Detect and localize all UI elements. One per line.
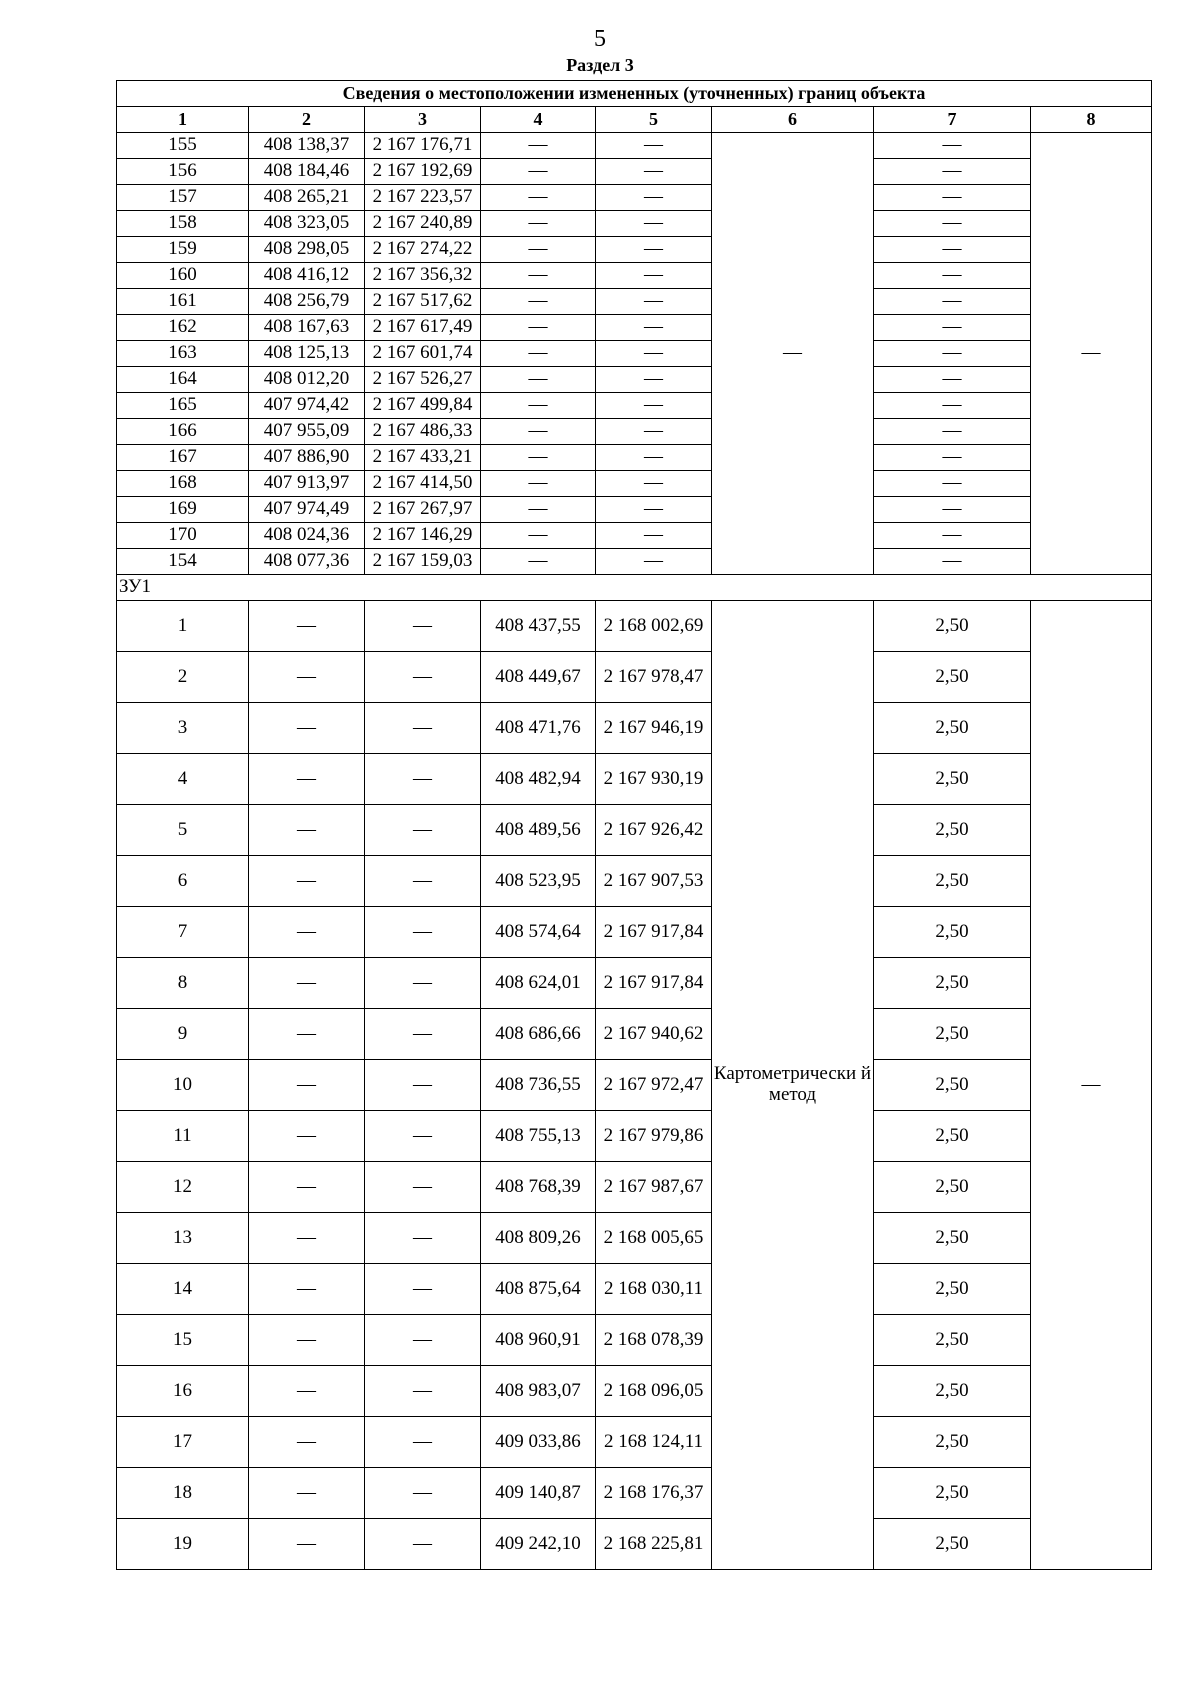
point-number-cell: 155 — [117, 133, 249, 159]
column-number: 3 — [365, 107, 481, 133]
table-title: Сведения о местоположении измененных (уточненных) границ объекта — [117, 81, 1152, 107]
cell-col-5: — — [596, 497, 712, 523]
table-row — [117, 549, 1152, 575]
cell-col-5: 2 168 096,05 — [596, 1366, 712, 1417]
table-row — [117, 211, 1152, 237]
boundary-table — [116, 80, 1152, 1570]
cell-col-7: 2,50 — [874, 1519, 1031, 1570]
cell-col-7: 2,50 — [874, 1366, 1031, 1417]
cell-col-3: 2 167 601,74 — [365, 341, 481, 367]
cell-col-3: — — [365, 754, 481, 805]
cell-col-3: — — [365, 1111, 481, 1162]
point-number-cell: 19 — [117, 1519, 249, 1570]
cell-col-3: 2 167 192,69 — [365, 159, 481, 185]
point-number-cell: 18 — [117, 1468, 249, 1519]
cell-col-4: — — [481, 159, 596, 185]
cell-col-2: 408 077,36 — [249, 549, 365, 575]
cell-col-7: — — [874, 523, 1031, 549]
table-row — [117, 315, 1152, 341]
cell-col-5: 2 168 002,69 — [596, 601, 712, 652]
cell-col-2: 408 416,12 — [249, 263, 365, 289]
table-row — [117, 341, 1152, 367]
point-number-cell: 3 — [117, 703, 249, 754]
cell-col-2: — — [249, 1468, 365, 1519]
cell-col-5: 2 167 946,19 — [596, 703, 712, 754]
point-number-cell: 5 — [117, 805, 249, 856]
cell-col-2: — — [249, 1213, 365, 1264]
point-number-cell: 160 — [117, 263, 249, 289]
cell-col-4: — — [481, 315, 596, 341]
table-row — [117, 1366, 1152, 1417]
cell-col-4: — — [481, 133, 596, 159]
table-row — [117, 497, 1152, 523]
point-number-cell: 6 — [117, 856, 249, 907]
cell-col-2: — — [249, 1060, 365, 1111]
cell-col-4: — — [481, 263, 596, 289]
page-number: 5 — [594, 26, 606, 52]
cell-col-3: 2 167 146,29 — [365, 523, 481, 549]
cell-col-5: 2 168 176,37 — [596, 1468, 712, 1519]
table-body — [117, 81, 1152, 1570]
cell-col-5: 2 168 225,81 — [596, 1519, 712, 1570]
table-row — [117, 1519, 1152, 1570]
cell-col-7: — — [874, 263, 1031, 289]
cell-col-3: 2 167 240,89 — [365, 211, 481, 237]
cell-col-3: — — [365, 601, 481, 652]
cell-col-2: 408 167,63 — [249, 315, 365, 341]
column-number: 8 — [1031, 107, 1152, 133]
cell-col-4: 409 140,87 — [481, 1468, 596, 1519]
cell-col-5: — — [596, 549, 712, 575]
point-number-cell: 165 — [117, 393, 249, 419]
table-row — [117, 393, 1152, 419]
cell-col-3: — — [365, 1009, 481, 1060]
cell-col-4: 408 768,39 — [481, 1162, 596, 1213]
cell-col-3: 2 167 267,97 — [365, 497, 481, 523]
table-row — [117, 958, 1152, 1009]
cell-col-4: — — [481, 367, 596, 393]
cell-col-3: 2 167 176,71 — [365, 133, 481, 159]
description-cell: — — [1031, 601, 1152, 1570]
group-label-row — [117, 575, 1152, 601]
cell-col-7: 2,50 — [874, 805, 1031, 856]
table-row — [117, 1417, 1152, 1468]
point-number-cell: 1 — [117, 601, 249, 652]
table-row — [117, 907, 1152, 958]
column-number: 2 — [249, 107, 365, 133]
cell-col-5: — — [596, 289, 712, 315]
cell-col-4: — — [481, 445, 596, 471]
cell-col-2: — — [249, 856, 365, 907]
cell-col-3: 2 167 433,21 — [365, 445, 481, 471]
cell-col-3: — — [365, 907, 481, 958]
cell-col-7: — — [874, 211, 1031, 237]
cell-col-2: — — [249, 1162, 365, 1213]
cell-col-3: — — [365, 856, 481, 907]
cell-col-2: 408 138,37 — [249, 133, 365, 159]
point-number-cell: 17 — [117, 1417, 249, 1468]
cell-col-4: — — [481, 393, 596, 419]
point-number-cell: 16 — [117, 1366, 249, 1417]
cell-col-7: — — [874, 367, 1031, 393]
cell-col-4: 408 809,26 — [481, 1213, 596, 1264]
cell-col-3: — — [365, 1060, 481, 1111]
table-row — [117, 1009, 1152, 1060]
cell-col-7: 2,50 — [874, 601, 1031, 652]
cell-col-4: 408 482,94 — [481, 754, 596, 805]
table-row — [117, 445, 1152, 471]
cell-col-2: 408 298,05 — [249, 237, 365, 263]
cell-col-2: 408 323,05 — [249, 211, 365, 237]
cell-col-2: 408 256,79 — [249, 289, 365, 315]
cell-col-5: — — [596, 185, 712, 211]
cell-col-4: 408 755,13 — [481, 1111, 596, 1162]
group-label: ЗУ1 — [117, 575, 1152, 601]
cell-col-4: — — [481, 237, 596, 263]
point-number-cell: 161 — [117, 289, 249, 315]
cell-col-7: 2,50 — [874, 652, 1031, 703]
cell-col-7: — — [874, 159, 1031, 185]
point-number-cell: 163 — [117, 341, 249, 367]
cell-col-4: — — [481, 341, 596, 367]
cell-col-4: 408 686,66 — [481, 1009, 596, 1060]
cell-col-5: 2 168 005,65 — [596, 1213, 712, 1264]
cell-col-3: 2 167 159,03 — [365, 549, 481, 575]
point-number-cell: 156 — [117, 159, 249, 185]
cell-col-5: 2 168 030,11 — [596, 1264, 712, 1315]
cell-col-7: — — [874, 289, 1031, 315]
cell-col-5: 2 167 940,62 — [596, 1009, 712, 1060]
cell-col-7: — — [874, 471, 1031, 497]
cell-col-5: 2 168 124,11 — [596, 1417, 712, 1468]
cell-col-4: 408 489,56 — [481, 805, 596, 856]
cell-col-4: — — [481, 211, 596, 237]
cell-col-3: 2 167 356,32 — [365, 263, 481, 289]
cell-col-2: — — [249, 805, 365, 856]
cell-col-3: 2 167 414,50 — [365, 471, 481, 497]
cell-col-5: — — [596, 237, 712, 263]
cell-col-2: 407 974,42 — [249, 393, 365, 419]
cell-col-2: 408 265,21 — [249, 185, 365, 211]
table-row — [117, 159, 1152, 185]
cell-col-5: 2 167 907,53 — [596, 856, 712, 907]
cell-col-4: 408 983,07 — [481, 1366, 596, 1417]
cell-col-2: 408 184,46 — [249, 159, 365, 185]
cell-col-7: 2,50 — [874, 1315, 1031, 1366]
table-row — [117, 367, 1152, 393]
cell-col-4: 408 471,76 — [481, 703, 596, 754]
method-cell: Картометрически й метод — [712, 601, 874, 1570]
cell-col-5: 2 167 930,19 — [596, 754, 712, 805]
cell-col-2: 407 886,90 — [249, 445, 365, 471]
cell-col-7: — — [874, 393, 1031, 419]
point-number-cell: 157 — [117, 185, 249, 211]
point-number-cell: 4 — [117, 754, 249, 805]
cell-col-3: 2 167 526,27 — [365, 367, 481, 393]
cell-col-2: — — [249, 907, 365, 958]
cell-col-7: 2,50 — [874, 754, 1031, 805]
column-number: 6 — [712, 107, 874, 133]
point-number-cell: 158 — [117, 211, 249, 237]
column-numbers-row — [117, 107, 1152, 133]
cell-col-4: — — [481, 523, 596, 549]
cell-col-7: — — [874, 315, 1031, 341]
cell-col-4: 408 624,01 — [481, 958, 596, 1009]
section-title: Раздел 3 — [566, 55, 634, 75]
cell-col-2: 407 974,49 — [249, 497, 365, 523]
cell-col-7: 2,50 — [874, 907, 1031, 958]
column-number: 1 — [117, 107, 249, 133]
cell-col-5: — — [596, 315, 712, 341]
cell-col-3: 2 167 617,49 — [365, 315, 481, 341]
column-number: 4 — [481, 107, 596, 133]
table-row — [117, 1468, 1152, 1519]
cell-col-4: — — [481, 497, 596, 523]
cell-col-3: — — [365, 805, 481, 856]
cell-col-3: — — [365, 1366, 481, 1417]
point-number-cell: 10 — [117, 1060, 249, 1111]
column-number: 5 — [596, 107, 712, 133]
point-number-cell: 170 — [117, 523, 249, 549]
cell-col-7: — — [874, 341, 1031, 367]
cell-col-5: 2 168 078,39 — [596, 1315, 712, 1366]
cell-col-5: — — [596, 471, 712, 497]
cell-col-3: — — [365, 1519, 481, 1570]
cell-col-5: — — [596, 133, 712, 159]
cell-col-3: 2 167 499,84 — [365, 393, 481, 419]
cell-col-4: 408 736,55 — [481, 1060, 596, 1111]
point-number-cell: 2 — [117, 652, 249, 703]
cell-col-4: 408 449,67 — [481, 652, 596, 703]
cell-col-7: 2,50 — [874, 1213, 1031, 1264]
cell-col-5: 2 167 972,47 — [596, 1060, 712, 1111]
cell-col-2: — — [249, 1264, 365, 1315]
cell-col-5: — — [596, 445, 712, 471]
cell-col-7: — — [874, 185, 1031, 211]
point-number-cell: 11 — [117, 1111, 249, 1162]
point-number-cell: 14 — [117, 1264, 249, 1315]
point-number-cell: 9 — [117, 1009, 249, 1060]
method-cell: — — [712, 133, 874, 575]
cell-col-2: — — [249, 1315, 365, 1366]
cell-col-3: — — [365, 958, 481, 1009]
cell-col-3: 2 167 274,22 — [365, 237, 481, 263]
cell-col-7: 2,50 — [874, 703, 1031, 754]
cell-col-7: 2,50 — [874, 1060, 1031, 1111]
table-row — [117, 289, 1152, 315]
table-row — [117, 237, 1152, 263]
cell-col-5: 2 167 978,47 — [596, 652, 712, 703]
point-number-cell: 7 — [117, 907, 249, 958]
cell-col-7: 2,50 — [874, 1417, 1031, 1468]
cell-col-3: — — [365, 703, 481, 754]
cell-col-3: 2 167 517,62 — [365, 289, 481, 315]
table-row — [117, 1060, 1152, 1111]
cell-col-4: — — [481, 419, 596, 445]
cell-col-5: 2 167 917,84 — [596, 907, 712, 958]
cell-col-4: — — [481, 289, 596, 315]
cell-col-2: — — [249, 754, 365, 805]
point-number-cell: 12 — [117, 1162, 249, 1213]
cell-col-5: — — [596, 419, 712, 445]
point-number-cell: 166 — [117, 419, 249, 445]
cell-col-2: — — [249, 958, 365, 1009]
point-number-cell: 168 — [117, 471, 249, 497]
point-number-cell: 164 — [117, 367, 249, 393]
cell-col-5: 2 167 987,67 — [596, 1162, 712, 1213]
cell-col-2: 408 024,36 — [249, 523, 365, 549]
cell-col-5: — — [596, 393, 712, 419]
cell-col-3: — — [365, 1468, 481, 1519]
table-row — [117, 185, 1152, 211]
cell-col-7: 2,50 — [874, 1264, 1031, 1315]
cell-col-4: 408 960,91 — [481, 1315, 596, 1366]
cell-col-5: 2 167 979,86 — [596, 1111, 712, 1162]
table-row — [117, 263, 1152, 289]
table-row — [117, 1111, 1152, 1162]
cell-col-5: 2 167 926,42 — [596, 805, 712, 856]
cell-col-2: — — [249, 1366, 365, 1417]
table-row — [117, 754, 1152, 805]
cell-col-2: — — [249, 1111, 365, 1162]
cell-col-5: — — [596, 523, 712, 549]
cell-col-7: 2,50 — [874, 1009, 1031, 1060]
cell-col-3: — — [365, 1315, 481, 1366]
table-title-row — [117, 81, 1152, 107]
cell-col-3: — — [365, 1213, 481, 1264]
cell-col-4: — — [481, 471, 596, 497]
point-number-cell: 159 — [117, 237, 249, 263]
cell-col-2: — — [249, 1519, 365, 1570]
cell-col-7: — — [874, 133, 1031, 159]
cell-col-2: — — [249, 652, 365, 703]
table-row — [117, 1264, 1152, 1315]
cell-col-2: — — [249, 703, 365, 754]
cell-col-5: — — [596, 263, 712, 289]
point-number-cell: 15 — [117, 1315, 249, 1366]
cell-col-2: 407 913,97 — [249, 471, 365, 497]
cell-col-4: — — [481, 185, 596, 211]
cell-col-4: 408 875,64 — [481, 1264, 596, 1315]
table-row — [117, 856, 1152, 907]
table-row — [117, 1162, 1152, 1213]
cell-col-3: — — [365, 1162, 481, 1213]
column-number: 7 — [874, 107, 1031, 133]
cell-col-4: 408 574,64 — [481, 907, 596, 958]
cell-col-3: — — [365, 1417, 481, 1468]
cell-col-7: 2,50 — [874, 1468, 1031, 1519]
cell-col-7: — — [874, 419, 1031, 445]
table-row — [117, 652, 1152, 703]
table-row — [117, 419, 1152, 445]
cell-col-4: 409 242,10 — [481, 1519, 596, 1570]
cell-col-7: 2,50 — [874, 1162, 1031, 1213]
cell-col-7: — — [874, 549, 1031, 575]
cell-col-3: 2 167 223,57 — [365, 185, 481, 211]
cell-col-4: 409 033,86 — [481, 1417, 596, 1468]
cell-col-2: — — [249, 1009, 365, 1060]
point-number-cell: 13 — [117, 1213, 249, 1264]
cell-col-5: — — [596, 367, 712, 393]
description-cell: — — [1031, 133, 1152, 575]
cell-col-3: — — [365, 1264, 481, 1315]
point-number-cell: 162 — [117, 315, 249, 341]
cell-col-5: — — [596, 211, 712, 237]
table-row — [117, 703, 1152, 754]
cell-col-5: 2 167 917,84 — [596, 958, 712, 1009]
cell-col-7: — — [874, 445, 1031, 471]
cell-col-4: 408 437,55 — [481, 601, 596, 652]
cell-col-7: — — [874, 497, 1031, 523]
cell-col-3: 2 167 486,33 — [365, 419, 481, 445]
cell-col-2: — — [249, 1417, 365, 1468]
cell-col-4: — — [481, 549, 596, 575]
point-number-cell: 167 — [117, 445, 249, 471]
cell-col-2: 408 125,13 — [249, 341, 365, 367]
cell-col-5: — — [596, 341, 712, 367]
cell-col-7: 2,50 — [874, 856, 1031, 907]
table-row — [117, 601, 1152, 652]
table-row — [117, 523, 1152, 549]
table-row — [117, 133, 1152, 159]
cell-col-3: — — [365, 652, 481, 703]
table-row — [117, 471, 1152, 497]
cell-col-2: — — [249, 601, 365, 652]
table-row — [117, 1315, 1152, 1366]
table-row — [117, 1213, 1152, 1264]
cell-col-7: — — [874, 237, 1031, 263]
cell-col-7: 2,50 — [874, 1111, 1031, 1162]
point-number-cell: 169 — [117, 497, 249, 523]
table-row — [117, 805, 1152, 856]
cell-col-2: 407 955,09 — [249, 419, 365, 445]
point-number-cell: 8 — [117, 958, 249, 1009]
point-number-cell: 154 — [117, 549, 249, 575]
cell-col-5: — — [596, 159, 712, 185]
cell-col-7: 2,50 — [874, 958, 1031, 1009]
cell-col-4: 408 523,95 — [481, 856, 596, 907]
cell-col-2: 408 012,20 — [249, 367, 365, 393]
